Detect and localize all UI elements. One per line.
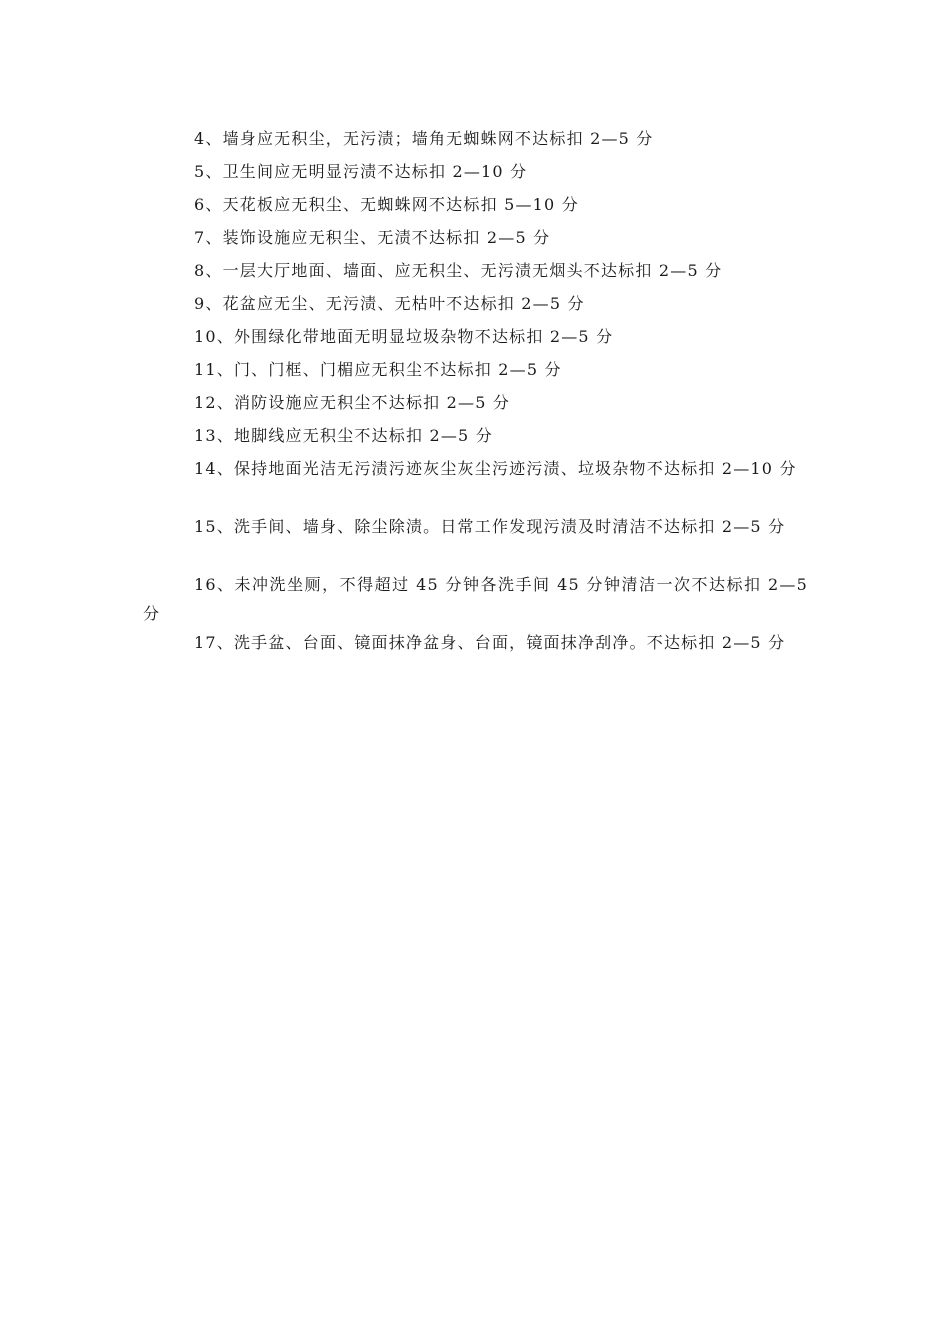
list-item: 17、洗手盆、台面、镜面抹净盆身、台面，镜面抹净刮净。不达标扣 2—5 分 xyxy=(194,633,786,652)
list-item: 11、门、门框、门楣应无积尘不达标扣 2—5 分 xyxy=(194,360,562,379)
list-item: 7、装饰设施应无积尘、无渍不达标扣 2—5 分 xyxy=(194,228,551,247)
list-item: 5、卫生间应无明显污渍不达标扣 2—10 分 xyxy=(194,162,528,181)
list-item: 4、墙身应无积尘，无污渍；墙角无蜘蛛网不达标扣 2—5 分 xyxy=(194,129,654,148)
list-item: 6、天花板应无积尘、无蜘蛛网不达标扣 5—10 分 xyxy=(194,195,579,214)
list-item: 12、消防设施应无积尘不达标扣 2—5 分 xyxy=(194,393,511,412)
list-item: 15、洗手间、墙身、除尘除渍。日常工作发现污渍及时清洁不达标扣 2—5 分 xyxy=(194,517,786,536)
list-item: 9、花盆应无尘、无污渍、无枯叶不达标扣 2—5 分 xyxy=(194,294,585,313)
list-item: 16、未冲洗坐厕，不得超过 45 分钟各洗手间 45 分钟清洁一次不达标扣 2—5 分 xyxy=(143,575,808,623)
list-item: 10、外围绿化带地面无明显垃圾杂物不达标扣 2—5 分 xyxy=(194,327,614,346)
list-item: 8、一层大厅地面、墙面、应无积尘、无污渍无烟头不达标扣 2—5 分 xyxy=(194,261,723,280)
list-item: 14、保持地面光洁无污渍污迹灰尘灰尘污迹污渍、垃圾杂物不达标扣 2—10 分 xyxy=(194,459,797,478)
rule-list xyxy=(143,124,808,686)
list-item: 13、地脚线应无积尘不达标扣 2—5 分 xyxy=(194,426,493,445)
